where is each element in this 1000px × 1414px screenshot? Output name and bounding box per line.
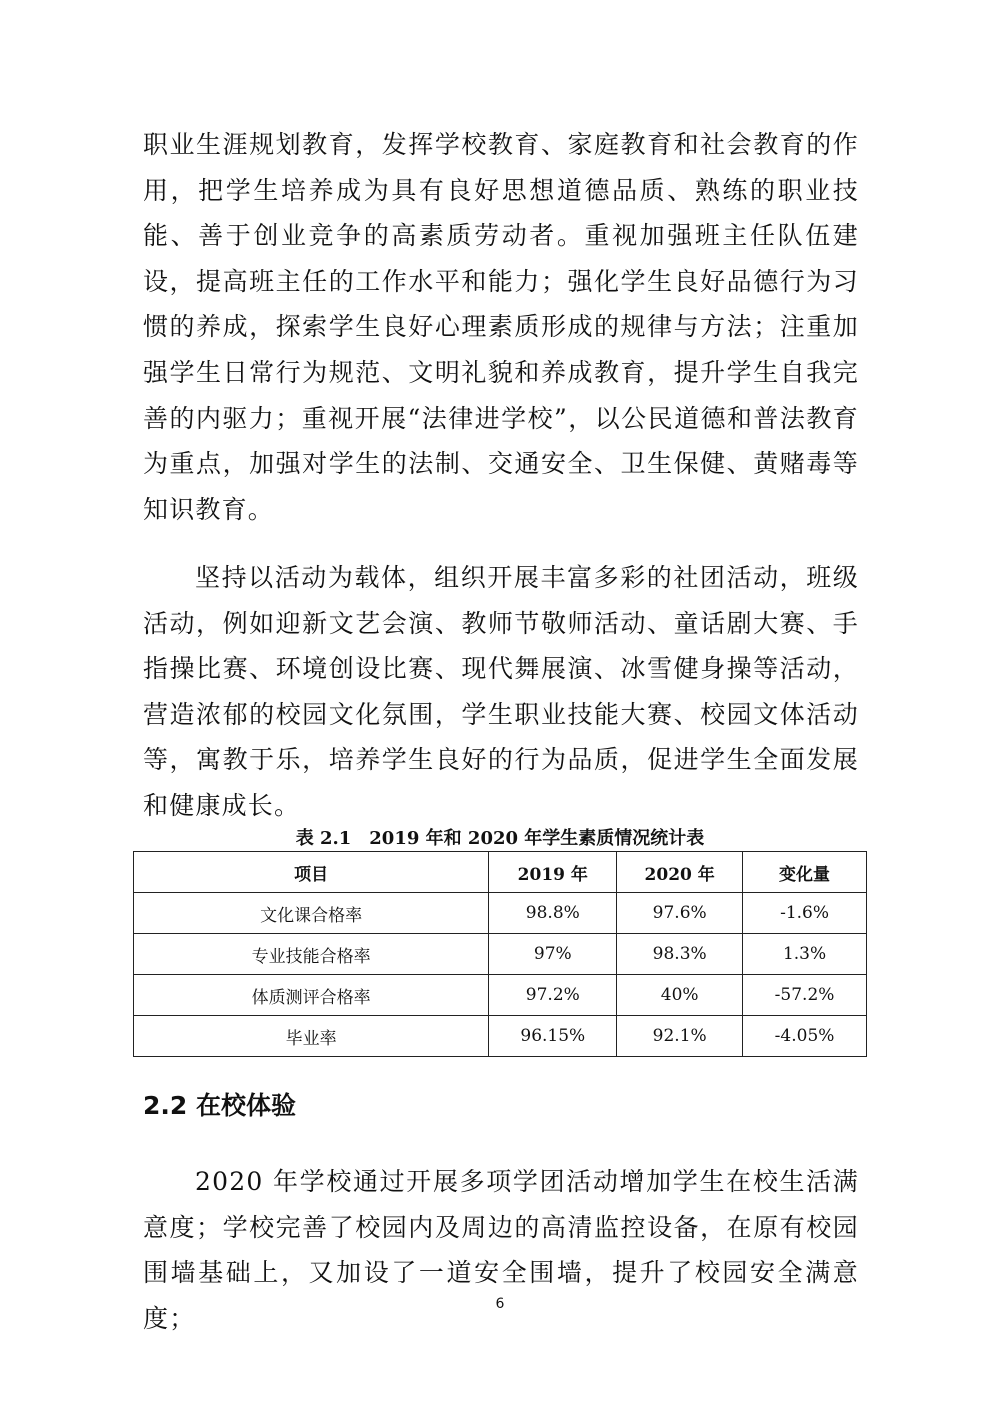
- header-change: 变化量: [743, 852, 867, 893]
- table-row: [134, 1016, 867, 1057]
- cell-2019: 97%: [489, 934, 617, 975]
- cell-2020: 40%: [617, 975, 743, 1016]
- cell-change: -1.6%: [743, 893, 867, 934]
- cell-2020: 98.3%: [617, 934, 743, 975]
- student-quality-table: [133, 851, 867, 1057]
- table-row: [134, 975, 867, 1016]
- cell-change: -57.2%: [743, 975, 867, 1016]
- cell-item: 文化课合格率: [134, 893, 489, 934]
- section-heading: 2.2 在校体验: [143, 1091, 296, 1120]
- cell-2019: 96.15%: [489, 1016, 617, 1057]
- cell-item: 体质测评合格率: [134, 975, 489, 1016]
- table-row: [134, 934, 867, 975]
- cell-2019: 98.8%: [489, 893, 617, 934]
- table-caption: 表 2.1 2019 年和 2020 年学生素质情况统计表: [295, 828, 705, 849]
- cell-item: 毕业率: [134, 1016, 489, 1057]
- table-header-row: [134, 852, 867, 893]
- body-paragraph-2: 坚持以活动为载体，组织开展丰富多彩的社团活动，班级活动，例如迎新文艺会演、教师节敬师活动、童话剧大赛、手指操比赛、环境创设比赛、现代舞展演、冰雪健身操等活动，营造浓郁的校园文化氛围，学生职业技能大赛、校园文体活动等，寓教于乐，培养学生良好的行为品质，促进学生全面发展和健康成长。: [143, 563, 859, 820]
- cell-2020: 97.6%: [617, 893, 743, 934]
- header-2019: 2019 年: [489, 852, 617, 893]
- header-item: 项目: [134, 852, 489, 893]
- cell-item: 专业技能合格率: [134, 934, 489, 975]
- cell-change: -4.05%: [743, 1016, 867, 1057]
- cell-2019: 97.2%: [489, 975, 617, 1016]
- body-paragraph-3: 2020 年学校通过开展多项学团活动增加学生在校生活满意度；学校完善了校园内及周边的高清监控设备，在原有校园围墙基础上，又加设了一道安全围墙，提升了校园安全满意度；: [143, 1167, 859, 1333]
- cell-2020: 92.1%: [617, 1016, 743, 1057]
- table-row: [134, 893, 867, 934]
- body-paragraph-1: 职业生涯规划教育，发挥学校教育、家庭教育和社会教育的作用，把学生培养成为具有良好思想道德品质、熟练的职业技能、善于创业竞争的高素质劳动者。重视加强班主任队伍建设，提高班主任的工作水平和能力；强化学生良好品德行为习惯的养成，探索学生良好心理素质形成的规律与方法；注重加强学生日常行为规范、文明礼貌和养成教育，提升学生自我完善的内驱力；重视开展“法律进学校”，以公民道德和普法教育为重点，加强对学生的法制、交通安全、卫生保健、黄赌毒等知识教育。: [143, 130, 859, 524]
- cell-change: 1.3%: [743, 934, 867, 975]
- header-2020: 2020 年: [617, 852, 743, 893]
- page-number: 6: [495, 1296, 505, 1312]
